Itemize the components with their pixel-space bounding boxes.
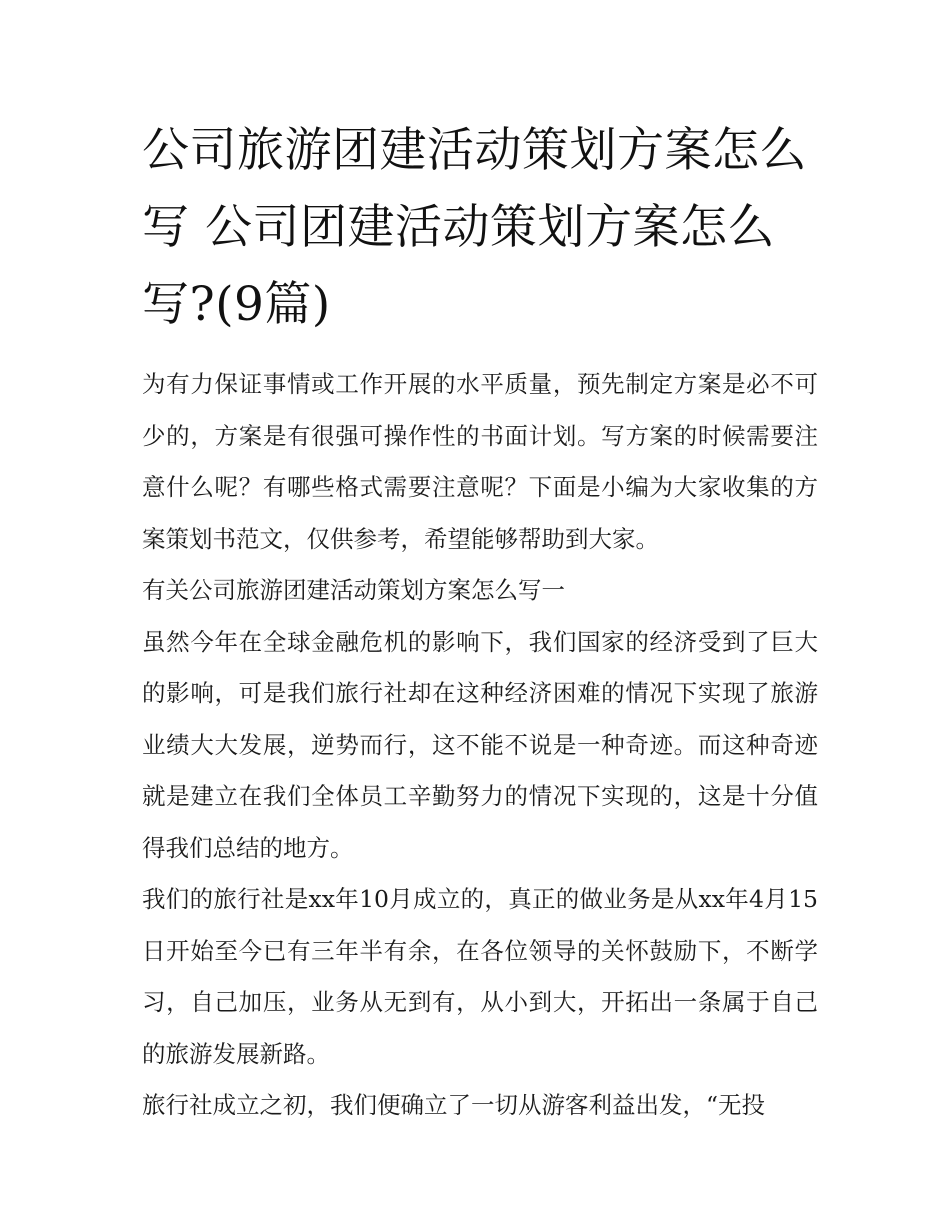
- body-paragraph: 旅行社成立之初，我们便确立了一切从游客利益出发，“无投: [142, 1091, 766, 1119]
- document-title: 公司旅游团建活动策划方案怎么写 公司团建活动策划方案怎么写?(9篇): [142, 123, 807, 332]
- body-paragraph: 虽然今年在全球金融危机的影响下，我们国家的经济受到了巨大的影响，可是我们旅行社却在这种经济困难的情况下实现了旅游业绩大大发展，逆势而行，这不能不说是一种奇迹。而这种奇迹就是建立在我们全体员工辛勤努力的情况下实现的，这是十分值得我们总结的地方。: [142, 627, 818, 862]
- intro-paragraph: 为有力保证事情或工作开展的水平质量，预先制定方案是必不可少的，方案是有很强可操作性的书面计划。写方案的时候需要注意什么呢？有哪些格式需要注意呢？下面是小编为大家收集的方案策划书范文，仅供参考，希望能够帮助到大家。: [142, 370, 818, 553]
- body-paragraph: 我们的旅行社是xx年10月成立的，真正的做业务是从xx年4月15日开始至今已有三年半有余，在各位领导的关怀鼓励下，不断学习，自己加压，业务从无到有，从小到大，开拓出一条属于自己的旅游发展新路。: [142, 885, 818, 1068]
- document-page: [142, 112, 818, 1132]
- section-heading: 有关公司旅游团建活动策划方案怎么写一: [142, 576, 565, 604]
